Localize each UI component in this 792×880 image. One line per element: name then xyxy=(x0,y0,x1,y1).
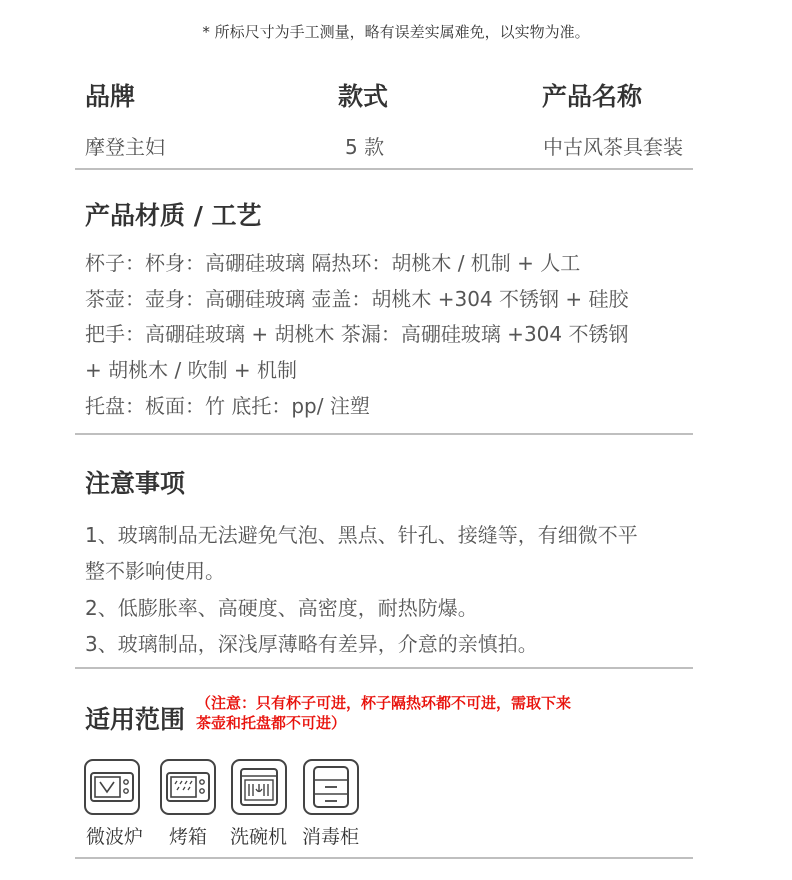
divider xyxy=(75,857,693,859)
material-line: 托盘：板面：竹 底托：pp/ 注塑 xyxy=(85,394,370,418)
microwave-icon xyxy=(84,759,140,815)
material-line: 把手：高硼硅玻璃 + 胡桃木 茶漏：高硼硅玻璃 +304 不锈钢 xyxy=(85,322,629,346)
usage-warning xyxy=(196,693,571,733)
value-brand: 摩登主妇 xyxy=(85,135,165,159)
material-line: + 胡桃木 / 吹制 + 机制 xyxy=(85,358,298,382)
app-label-sterilizer-cabinet: 消毒柜 xyxy=(302,826,360,848)
app-label-dishwasher: 洗碗机 xyxy=(230,826,288,848)
notice-line: 2、低膨胀率、高硬度、高密度，耐热防爆。 xyxy=(85,596,478,620)
app-label-oven: 烤箱 xyxy=(169,826,208,848)
divider xyxy=(75,667,693,669)
notice-line: 整不影响使用。 xyxy=(85,559,225,583)
material-title: 产品材质 / 工艺 xyxy=(85,201,262,230)
material-line: 茶壶：壶身：高硼硅玻璃 壶盖：胡桃木 +304 不锈钢 + 硅胶 xyxy=(85,287,629,311)
header-brand: 品牌 xyxy=(85,82,136,111)
divider xyxy=(75,433,693,435)
sterilizer-cabinet-icon xyxy=(303,759,359,815)
material-line: 杯子：杯身：高硼硅玻璃 隔热环：胡桃木 / 机制 + 人工 xyxy=(85,251,581,275)
dishwasher-icon xyxy=(231,759,287,815)
notice-title: 注意事项 xyxy=(85,469,186,498)
header-style: 款式 xyxy=(338,82,389,111)
oven-icon xyxy=(160,759,216,815)
usage-warning-line: 茶壶和托盘都不可进） xyxy=(196,714,347,732)
value-style: 5 款 xyxy=(345,135,385,159)
measurement-note: * 所标尺寸为手工测量，略有误差实属难免，以实物为准。 xyxy=(202,23,590,41)
value-product-name: 中古风茶具套装 xyxy=(543,135,683,159)
divider xyxy=(75,168,693,170)
usage-warning-line: （注意：只有杯子可进，杯子隔热环都不可进，需取下来 xyxy=(196,694,572,712)
usage-title: 适用范围 xyxy=(85,705,186,734)
notice-line: 1、玻璃制品无法避免气泡、黑点、针孔、接缝等，有细微不平 xyxy=(85,523,638,547)
app-label-microwave: 微波炉 xyxy=(86,826,144,848)
header-product-name: 产品名称 xyxy=(542,82,643,111)
notice-line: 3、玻璃制品，深浅厚薄略有差异，介意的亲慎拍。 xyxy=(85,632,538,656)
